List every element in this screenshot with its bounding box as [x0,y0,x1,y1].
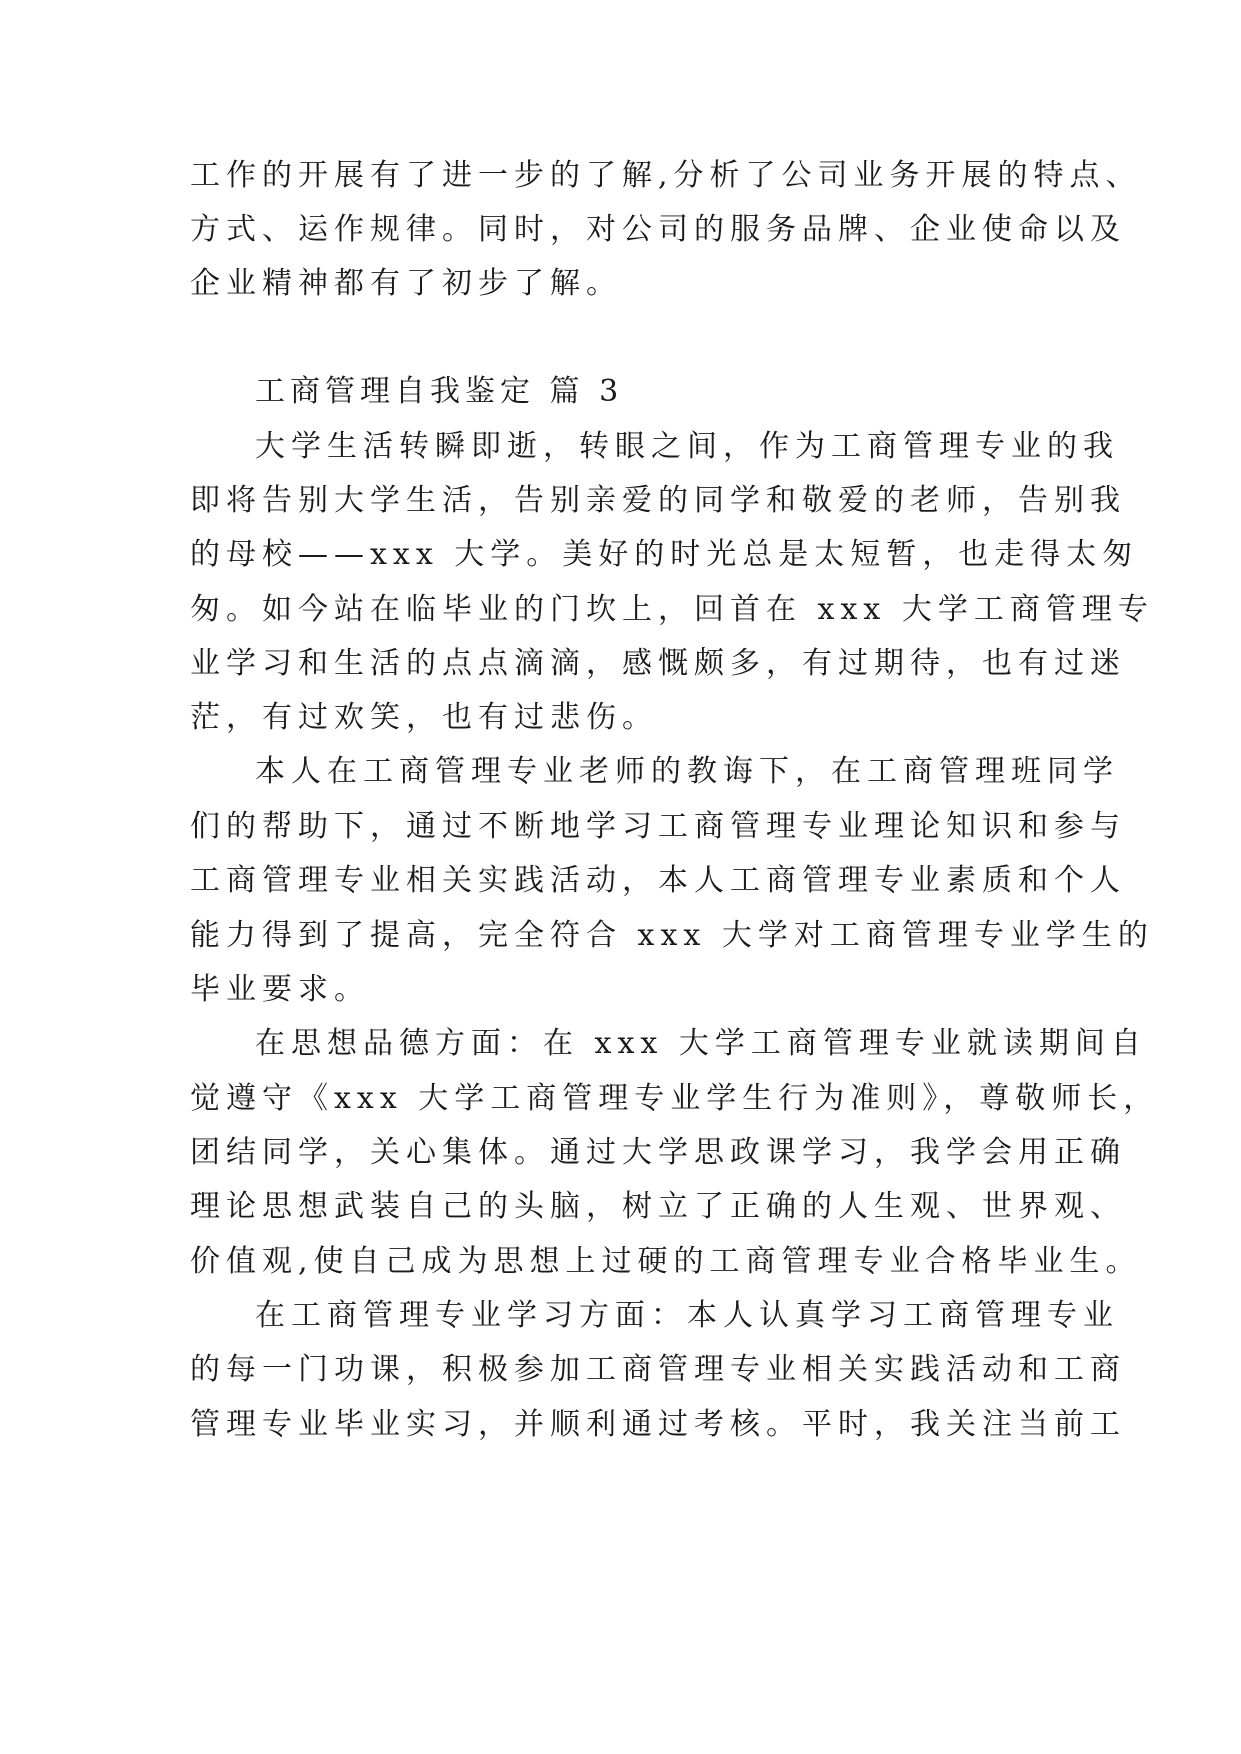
paragraph-line: 在工商管理专业学习方面：本人认真学习工商管理专业 [255,1298,1119,1333]
intro-line: 企业精神都有了初步了解。 [190,266,622,301]
intro-line: 工作的开展有了进一步的了解,分析了公司业务开展的特点、 [190,158,1142,193]
paragraph-line: 管理专业毕业实习，并顺利通过考核。平时，我关注当前工 [190,1407,1126,1442]
paragraph-line: 们的帮助下，通过不断地学习工商管理专业理论知识和参与 [190,809,1126,844]
paragraph-line: 即将告别大学生活，告别亲爱的同学和敬爱的老师，告别我 [190,483,1126,518]
paragraph-line: 能力得到了提高，完全符合 xxx 大学对工商管理专业学生的 [190,918,1154,953]
paragraph-line: 在思想品德方面：在 xxx 大学工商管理专业就读期间自 [255,1026,1147,1061]
paragraph-line: 的每一门功课，积极参加工商管理专业相关实践活动和工商 [190,1352,1126,1387]
paragraph-line: 价值观,使自己成为思想上过硬的工商管理专业合格毕业生。 [190,1244,1142,1279]
paragraph-line: 匆。如今站在临毕业的门坎上，回首在 xxx 大学工商管理专 [190,592,1154,627]
paragraph-line: 理论思想武装自己的头脑，树立了正确的人生观、世界观、 [190,1189,1126,1224]
paragraph-line: 工商管理专业相关实践活动，本人工商管理专业素质和个人 [190,863,1126,898]
paragraph-line: 大学生活转瞬即逝，转眼之间，作为工商管理专业的我 [255,429,1119,464]
paragraph-line: 的母校——xxx 大学。美好的时光总是太短暂，也走得太匆 [190,537,1139,572]
intro-line: 方式、运作规律。同时，对公司的服务品牌、企业使命以及 [190,212,1126,247]
section-heading: 工商管理自我鉴定 篇 3 [255,374,624,409]
paragraph-line: 团结同学，关心集体。通过大学思政课学习，我学会用正确 [190,1135,1126,1170]
paragraph-line: 业学习和生活的点点滴滴，感慨颇多，有过期待，也有过迷 [190,646,1126,681]
paragraph-line: 毕业要求。 [190,972,370,1007]
paragraph-line: 茫，有过欢笑，也有过悲伤。 [190,700,658,735]
paragraph-line: 本人在工商管理专业老师的教诲下，在工商管理班同学 [255,754,1119,789]
paragraph-line: 觉遵守《xxx 大学工商管理专业学生行为准则》，尊敬师长， [190,1081,1160,1116]
